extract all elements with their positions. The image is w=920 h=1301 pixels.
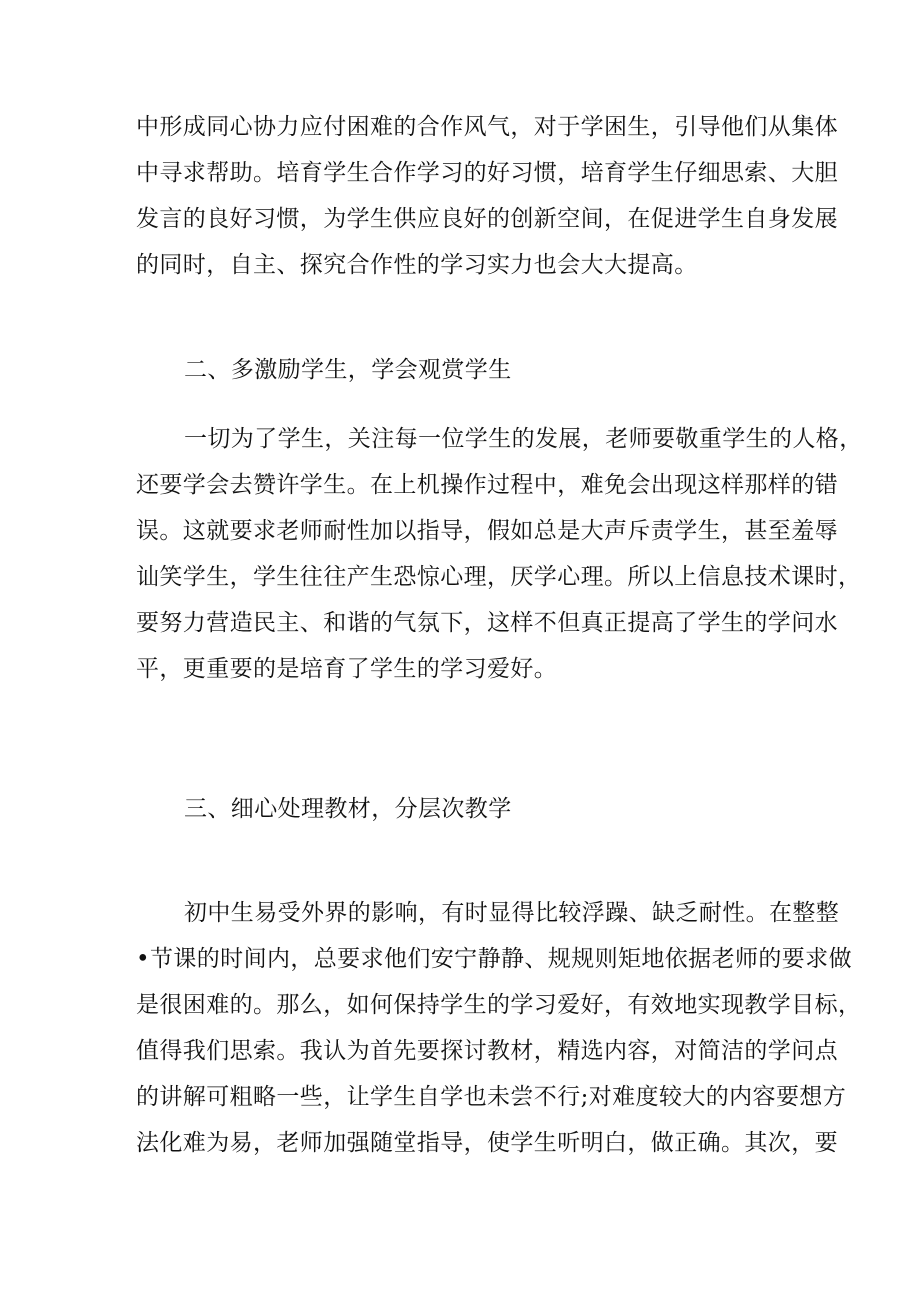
paragraph-3-line: 法化难为易，老师加强随堂指导，使学生听明白，做正确。其次，要 [136,1130,838,1156]
paragraph-3 [136,890,862,1166]
paragraph-2-line: 还要学会去赞许学生。在上机操作过程中，难免会出现这样那样的错 [136,472,838,498]
paragraph-1-line: 发言的良好习惯，为学生供应良好的创新空间，在促进学生自身发展 [136,206,838,232]
paragraph-3-line: 初中生易受外界的影响，有时显得比较浮躁、缺乏耐性。在整整 [184,900,840,926]
paragraph-2-line: 讪笑学生，学生往往产生恐惊心理，厌学心理。所以上信息技术课时， [136,564,862,590]
paragraph-1-line: 的同时，自主、探究合作性的学习实力也会大大提高。 [136,252,698,278]
section-heading-3: 三、细心处理教材，分层次教学 [184,796,512,822]
paragraph-3-line: 的讲解可粗略一些，让学生自学也未尝不行;对难度较大的内容要想方 [136,1084,847,1110]
paragraph-1-line: 中形成同心协力应付困难的合作风气，对于学困生，引导他们从集体 [136,114,838,140]
paragraph-1-line: 中寻求帮助。培育学生合作学习的好习惯，培育学生仔细思索、大胆 [136,160,838,186]
paragraph-2-line: 平，更重要的是培育了学生的学习爱好。 [136,656,558,682]
section-heading-2: 二、多激励学生，学会观赏学生 [184,357,512,383]
paragraph-3-line: 值得我们思索。我认为首先要探讨教材，精选内容，对简洁的学问点 [136,1038,838,1064]
paragraph-3-line: •节课的时间内，总要求他们安宁静静、规规则矩地依据老师的要求做 [136,946,852,972]
paragraph-3-line: 是很困难的。那么，如何保持学生的学习爱好，有效地实现教学目标， [136,992,862,1018]
paragraph-2-line: 要努力营造民主、和谐的气氛下，这样不但真正提高了学生的学问水 [136,610,838,636]
paragraph-2-line: 一切为了学生，关注每一位学生的发展，老师要敬重学生的人格， [184,426,863,452]
paragraph-1 [136,104,838,288]
paragraph-2 [136,416,863,692]
paragraph-2-line: 误。这就要求老师耐性加以指导，假如总是大声斥责学生，甚至羞辱 [136,518,838,544]
